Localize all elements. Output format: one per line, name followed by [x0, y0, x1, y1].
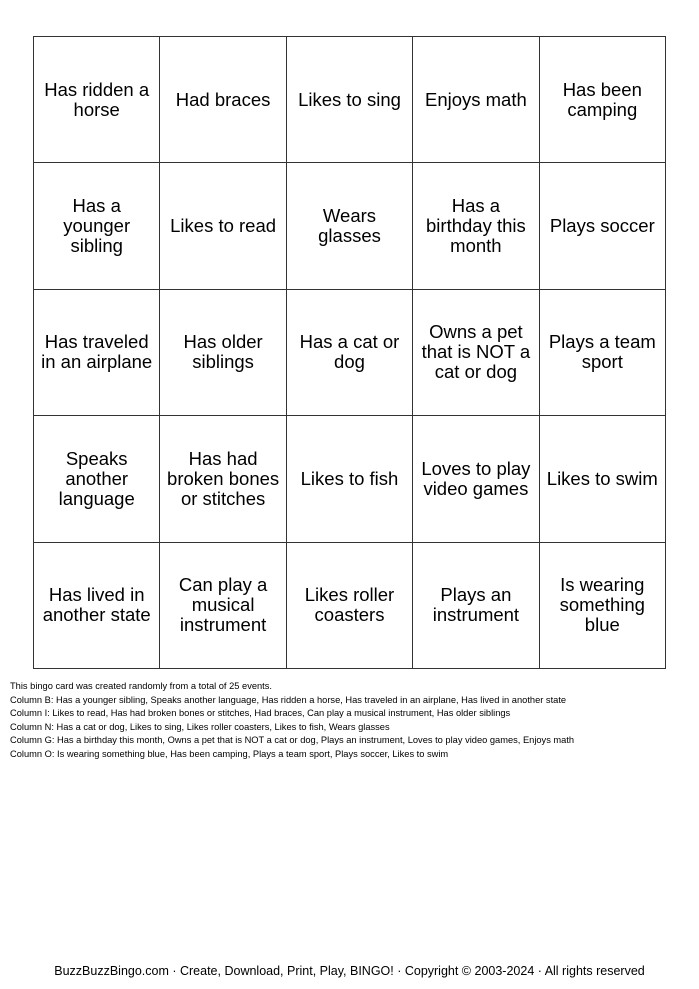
bingo-cell-r2c1: Has a younger sibling	[34, 163, 160, 289]
bingo-cell-r2c3: Wears glasses	[287, 163, 413, 289]
card-info	[10, 680, 690, 761]
bingo-cell-r4c3: Likes to fish	[287, 416, 413, 542]
bingo-cell-r3c5: Plays a team sport	[540, 290, 666, 416]
bingo-cell-r4c5: Likes to swim	[540, 416, 666, 542]
bingo-cell-r3c4: Owns a pet that is NOT a cat or dog	[413, 290, 539, 416]
bingo-cell-r1c5: Has been camping	[540, 37, 666, 163]
bingo-cell-r2c4: Has a birthday this month	[413, 163, 539, 289]
bingo-cell-r4c1: Speaks another language	[34, 416, 160, 542]
bingo-cell-r3c2: Has older siblings	[160, 290, 286, 416]
card-info-column-o: Column O: Is wearing something blue, Has been camping, Plays a team sport, Plays soccer, Likes to swim	[10, 748, 449, 759]
card-info-intro: This bingo card was created randomly from a total of 25 events.	[10, 681, 272, 691]
bingo-card	[33, 36, 666, 669]
bingo-cell-r5c4: Plays an instrument	[413, 543, 539, 669]
card-info-column-i: Column I: Likes to read, Has had broken bones or stitches, Had braces, Can play a musical instrument, Has older siblings	[10, 708, 511, 718]
bingo-cell-r1c1: Has ridden a horse	[34, 37, 160, 163]
card-info-column-g: Column G: Has a birthday this month, Owns a pet that is NOT a cat or dog, Plays an instrument, Loves to play video games, Enjoys math	[10, 735, 575, 745]
bingo-cell-r1c3: Likes to sing	[287, 37, 413, 163]
bingo-cell-r3c3: Has a cat or dog	[287, 290, 413, 416]
bingo-cell-r4c2: Has had broken bones or stitches	[160, 416, 286, 542]
bingo-cell-r5c2: Can play a musical instrument	[160, 543, 286, 669]
footer-copyright: BuzzBuzzBingo.com · Create, Download, Print, Play, BINGO! · Copyright © 2003-2024 · All rights reserved	[54, 964, 645, 978]
bingo-cell-r1c2: Had braces	[160, 37, 286, 163]
bingo-cell-r4c4: Loves to play video games	[413, 416, 539, 542]
bingo-cell-r3c1: Has traveled in an airplane	[34, 290, 160, 416]
card-info-column-b: Column B: Has a younger sibling, Speaks another language, Has ridden a horse, Has traveled in an airplane, Has lived in another state	[10, 694, 567, 705]
bingo-cell-r5c1: Has lived in another state	[34, 543, 160, 669]
bingo-cell-r5c3: Likes roller coasters	[287, 543, 413, 669]
bingo-cell-r2c2: Likes to read	[160, 163, 286, 289]
card-info-column-n: Column N: Has a cat or dog, Likes to sing, Likes roller coasters, Likes to fish, Wears glasses	[10, 721, 390, 732]
bingo-cell-r1c4: Enjoys math	[413, 37, 539, 163]
bingo-cell-r2c5: Plays soccer	[540, 163, 666, 289]
bingo-cell-r5c5: Is wearing something blue	[540, 543, 666, 669]
